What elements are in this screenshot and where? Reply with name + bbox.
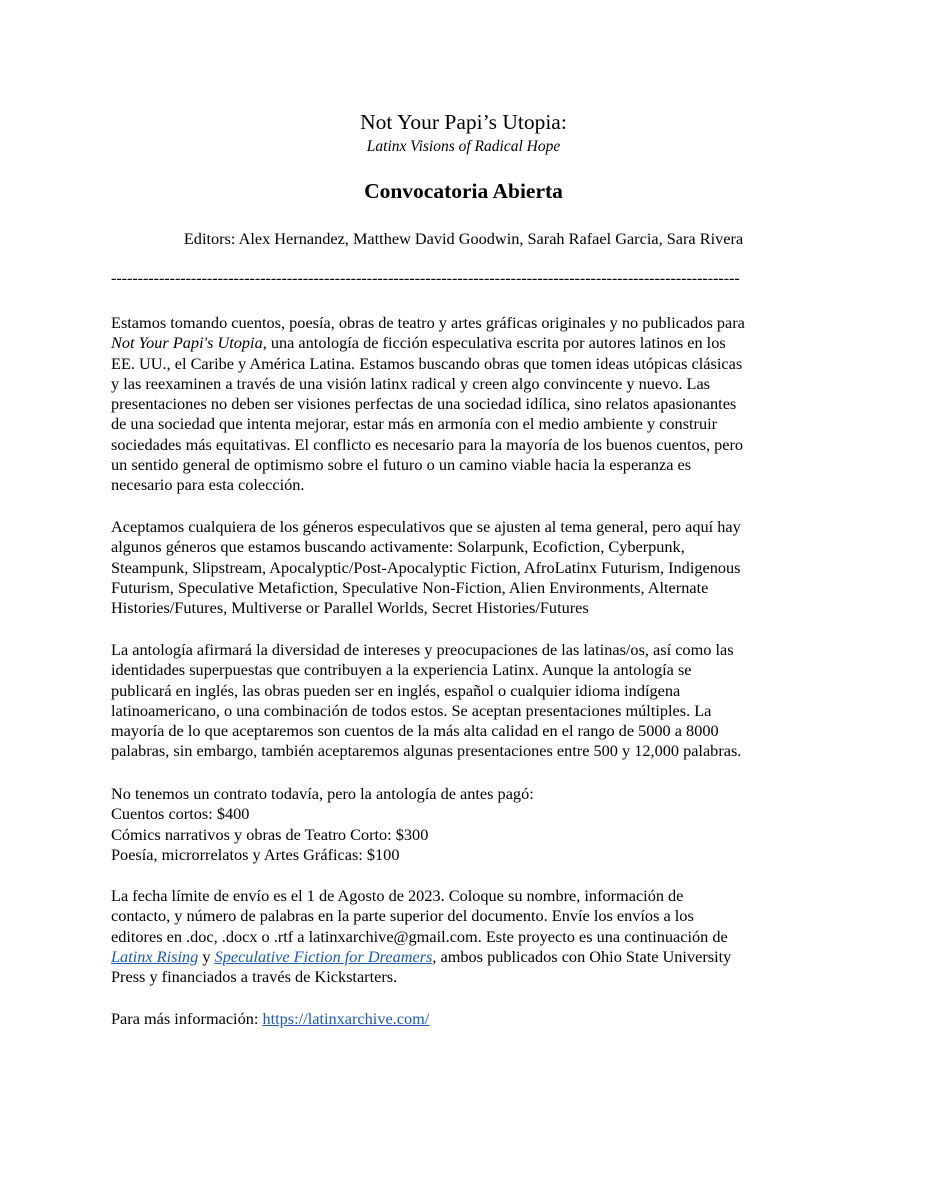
- text-line: latinoamericano, o una combinación de todos estos. Se aceptan presentaciones múltiples. La: [111, 700, 712, 720]
- text-line: EE. UU., el Caribe y América Latina. Estamos buscando obras que tomen ideas utópicas clásicas: [111, 353, 743, 373]
- more-info-label: Para más información:: [111, 1009, 263, 1028]
- text-line: contacto, y número de palabras en la parte superior del documento. Envíe los envíos a los: [111, 906, 694, 926]
- text-line: palabras, sin embargo, también aceptaremos algunas presentaciones entre 500 y 12,000 palabras.: [111, 741, 742, 761]
- text-line: Press y financiados a través de Kickstarters.: [111, 967, 398, 987]
- text-line: La fecha límite de envío es el 1 de Agosto de 2023. Coloque su nombre, información de: [111, 886, 684, 905]
- anthology-subtitle: Latinx Visions of Radical Hope: [366, 138, 561, 155]
- text-line: [111, 1009, 429, 1029]
- text-fragment: y: [198, 946, 215, 966]
- text-line: Aceptamos cualquiera de los géneros especulativos que se ajusten al tema general, pero aquí hay: [111, 517, 741, 536]
- text-line: Estamos tomando cuentos, poesía, obras de teatro y artes gráficas originales y no publicados para: [111, 313, 745, 332]
- paragraph-diversity: [111, 640, 741, 762]
- text-line: algunos géneros que estamos buscando activamente: Solarpunk, Ecofiction, Cyberpunk,: [111, 537, 685, 557]
- payment-rate: Cuentos cortos: $400: [111, 804, 250, 824]
- website-link[interactable]: https://latinxarchive.com/: [262, 1009, 430, 1028]
- text-line: un sentido general de optimismo sobre el futuro o un camino viable hacia la esperanza es: [111, 455, 692, 475]
- paragraph-deadline: [111, 886, 731, 987]
- paragraph-payment: [111, 784, 534, 865]
- text-line: identidades superpuestas que contribuyen a la experiencia Latinx. Aunque la antología se: [111, 660, 692, 680]
- payment-rate: Poesía, microrrelatos y Artes Gráficas: $100: [111, 844, 400, 864]
- text-line: presentaciones no deben ser visiones perfectas de una sociedad idílica, sino relatos apasionantes: [111, 394, 737, 414]
- anthology-title-inline: Not Your Papi's Utopia: [111, 333, 263, 353]
- text-line: necesario para esta colección.: [111, 475, 305, 495]
- latinx-rising-link[interactable]: Latinx Rising: [111, 946, 199, 966]
- text-line: publicará en inglés, las obras pueden ser en inglés, español o cualquier idioma indígena: [111, 680, 681, 700]
- paragraph-intro: [111, 313, 745, 496]
- text-fragment: , una antología de ficción especulativa escrita por autores latinos en los: [262, 333, 726, 353]
- text-line: Futurism, Speculative Metafiction, Speculative Non-Fiction, Alien Environments, Alternate: [111, 577, 709, 597]
- paragraph-more-info: [111, 1009, 429, 1029]
- speculative-fiction-for-dreamers-link[interactable]: Speculative Fiction for Dreamers: [214, 946, 433, 966]
- text-line: Histories/Futures, Multiverse or Parallel Worlds, Secret Histories/Futures: [111, 598, 589, 618]
- text-line: Steampunk, Slipstream, Apocalyptic/Post-Apocalyptic Fiction, AfroLatinx Futurism, Indigenous: [111, 557, 741, 577]
- text-line: editores en .doc, .docx o .rtf a latinxarchive@gmail.com. Este proyecto es una continuación de: [111, 926, 728, 946]
- text-line: de una sociedad que intenta mejorar, estar más en armonía con el medio ambiente y construir: [111, 414, 718, 434]
- paragraph-genres: [111, 517, 741, 618]
- text-line: No tenemos un contrato todavía, pero la antología de antes pagó:: [111, 784, 534, 803]
- text-line: mayoría de lo que aceptaremos son cuentos de la más alta calidad en el rango de 5000 a 8000: [111, 721, 719, 741]
- text-fragment: , ambos publicados con Ohio State University: [432, 946, 732, 966]
- text-line: [111, 333, 745, 353]
- text-line: sociedades más equitativas. El conflicto es necesario para la mayoría de los buenos cuentos, pero: [111, 434, 744, 454]
- anthology-title: Not Your Papi’s Utopia:: [360, 110, 567, 134]
- editors-line: Editors: Alex Hernandez, Matthew David Goodwin, Sarah Rafael Garcia, Sara Rivera: [183, 229, 744, 248]
- text-line: [111, 947, 731, 967]
- page-heading: Convocatoria Abierta: [364, 179, 563, 203]
- text-line: y las reexaminen a través de una visión latinx radical y creen algo convincente y nuevo. Las: [111, 373, 711, 393]
- dashed-divider: ----------------------------------------------------------------------------------------------------------------------: [111, 270, 740, 287]
- text-line: La antología afirmará la diversidad de intereses y preocupaciones de las latinas/os, así como las: [111, 640, 734, 659]
- payment-rate: Cómics narrativos y obras de Teatro Corto: $300: [111, 824, 429, 844]
